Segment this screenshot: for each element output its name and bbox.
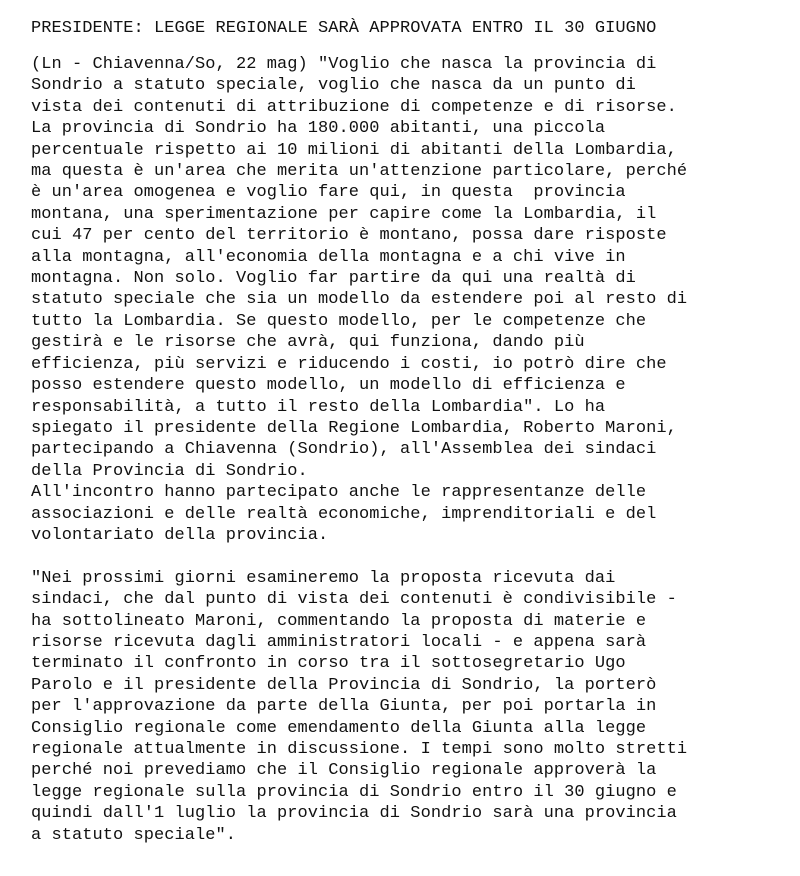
article-paragraph-1: (Ln - Chiavenna/So, 22 mag) "Voglio che nasca la provincia di Sondrio a statuto speciale, voglio che nasca da un punto di vista dei contenuti di attribuzione di competenze e di risorse. La provincia di Sondrio ha 180.000 abitanti, una piccola percentuale rispetto ai 10 milioni di abitanti della Lombardia, ma questa è un'area che merita un'attenzione particolare, perché è un'area omogenea e voglio fare qui, in questa provincia montana, una sperimentazione per capire come la Lombardia, il cui 47 per cento del territorio è montano, possa dare risposte alla montagna, all'economia della montagna e a chi vive in montagna. Non solo. Voglio far partire da qui una realtà di statuto speciale che sia un modello da estendere poi al resto di tutto la Lombardia. Se questo modello, per le competenze che gestirà e le risorse che avrà, qui funziona, dando più efficienza, più servizi e riducendo i costi, io potrò dire che posso estendere questo modello, un modello di efficienza e responsabilità, a tutto il resto della Lombardia". Lo ha spiegato il presidente della Regione Lombardia, Roberto Maroni, partecipando a Chiavenna (Sondrio), all'Assemblea dei sindaci della Provincia di Sondrio.	[31, 55, 688, 481]
article-headline: PRESIDENTE: LEGGE REGIONALE SARÀ APPROVATA ENTRO IL 30 GIUGNO	[31, 19, 657, 38]
paragraph-spacer	[31, 546, 791, 567]
article-paragraph-2: All'incontro hanno partecipato anche le rappresentanze delle associazioni e delle realtà economiche, imprenditoriali e del volontariato della provincia.	[31, 483, 657, 545]
article-paragraph-3: "Nei prossimi giorni esamineremo la proposta ricevuta dai sindaci, che dal punto di vista dei contenuti è condivisibile - ha sottolineato Maroni, commentando la proposta di materie e risorse ricevuta dagli amministratori locali - e appena sarà terminato il confronto in corso tra il sottosegretario Ugo Parolo e il presidente della Provincia di Sondrio, la porterò per l'approvazione da parte della Giunta, per poi portarla in Consiglio regionale come emendamento della Giunta alla legge regionale attualmente in discussione. I tempi sono molto stretti perché noi prevediamo che il Consiglio regionale approverà la legge regionale sulla provincia di Sondrio entro il 30 giugno e quindi dall'1 luglio la provincia di Sondrio sarà una provincia a statuto speciale".	[31, 568, 688, 845]
article	[31, 18, 791, 846]
